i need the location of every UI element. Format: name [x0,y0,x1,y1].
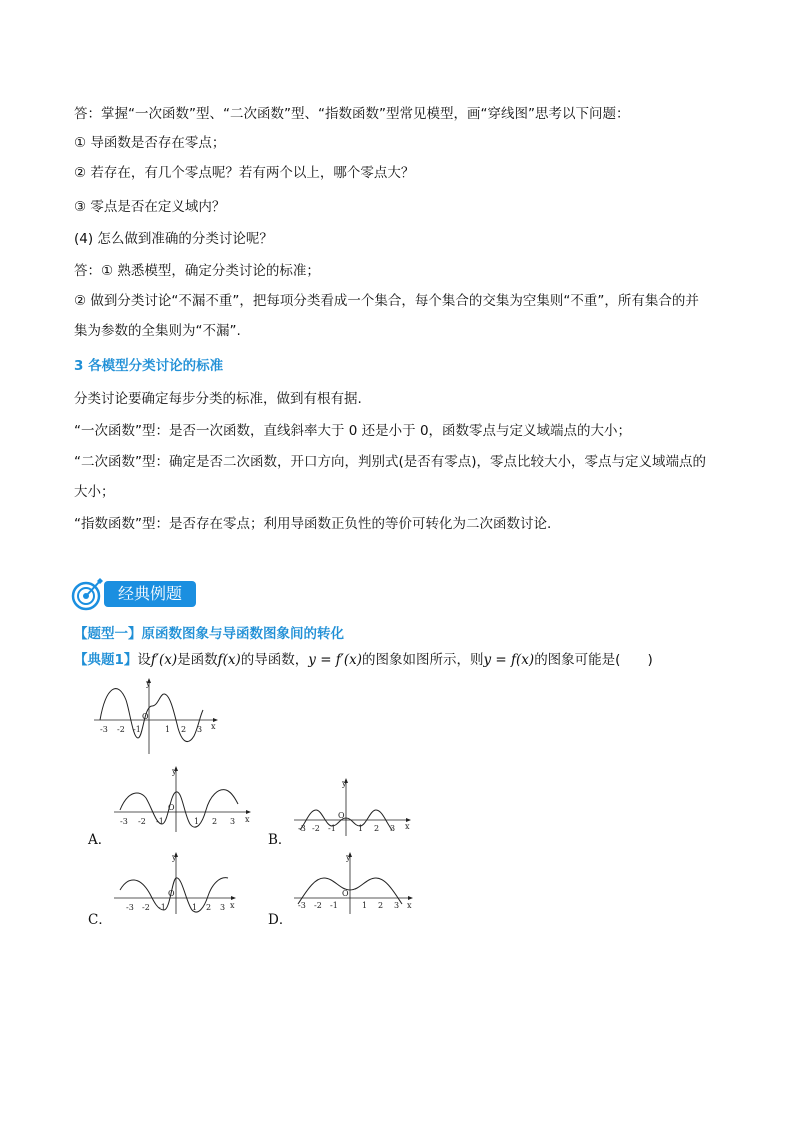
option-c-graph[interactable] [110,850,240,916]
option-a-graph[interactable] [110,764,255,834]
tick-label: 2 [378,901,384,910]
section-3-title: 3 各模型分类讨论的标准 [74,358,224,374]
tick-label: -1 [158,903,166,912]
axis-x-label: x [405,822,410,831]
ex-text-2: 是函数 [177,652,218,668]
axis-x-label: x [211,722,216,731]
answer-line-2: 答：① 熟悉模型，确定分类讨论的标准； [74,263,320,279]
body-line-1: 分类讨论要确定每步分类的标准，做到有根有据. [74,391,362,407]
tick-label: 1 [362,901,368,910]
axis-x-label: x [407,901,412,910]
derivative-graph [92,676,222,756]
tick-label: -3 [298,824,306,833]
body-line-4: 大小； [74,484,115,500]
question-item-2: ② 若存在，有几个零点呢？若有两个以上，哪个零点大？ [74,165,415,181]
ex-text-5: 的图象可能是( ) [534,652,653,668]
body-line-2: “一次函数”型：是否一次函数，直线斜率大于 0 还是小于 0，函数零点与定义域端点的大小； [74,423,632,439]
tick-label: 2 [374,824,380,833]
tick-label: -1 [156,817,164,826]
tick-label: -2 [314,901,322,910]
tick-label: -1 [133,725,141,734]
body-line-3: “二次函数”型：确定是否二次函数，开口方向，判别式(是否有零点)，零点比较大小，零点与定义域端点的 [74,454,707,470]
option-d-label[interactable]: D． [268,912,293,928]
ex-math-3: y = f′(x) [308,652,363,668]
axis-y-label: y [342,779,347,788]
axis-x-label: x [230,901,235,910]
tick-label: 3 [220,903,226,912]
tick-label: 1 [358,824,364,833]
target-icon [70,576,104,612]
question-item-1: ① 导函数是否存在零点； [74,135,226,151]
question-4: (4) 怎么做到准确的分类讨论呢？ [74,231,273,247]
tick-label: 3 [230,817,236,826]
tick-label: -3 [100,725,108,734]
tick-label: 2 [206,903,212,912]
tick-label: -2 [117,725,125,734]
axis-y-label: y [172,853,177,862]
ex-text-4: 的图象如图所示，则 [362,652,484,668]
tick-label: 1 [192,903,198,912]
question-item-3: ③ 零点是否在定义域内？ [74,199,226,215]
axis-y-label: y [346,853,351,862]
tick-label: -2 [138,817,146,826]
tick-label: -2 [312,824,320,833]
tick-label: 3 [390,824,396,833]
origin-label: O [342,889,349,898]
ex-math-2: f(x) [217,652,241,668]
tick-label: 1 [194,817,200,826]
banner-label: 经典例题 [104,581,196,607]
tick-label: 1 [165,725,171,734]
ex-math-1: f′(x) [150,652,178,668]
answer-line-3: ② 做到分类讨论“不漏不重”，把每项分类看成一个集合，每个集合的交集为空集则“不重”，所有集合的并 [74,293,699,309]
option-a-label[interactable]: A． [88,832,112,848]
ex-math-4: y = f(x) [483,652,535,668]
axis-y-label: y [172,767,177,776]
tick-label: -3 [120,817,128,826]
tick-label: -1 [330,901,338,910]
tick-label: -2 [142,903,150,912]
ex-text-1: 设 [137,652,151,668]
example-banner [70,576,182,612]
tick-label: -3 [298,901,306,910]
option-c-label[interactable]: C． [88,912,112,928]
tick-label: 2 [212,817,218,826]
option-d-graph[interactable] [290,850,418,916]
example-1 [74,650,653,670]
origin-label: O [168,803,175,812]
origin-label: O [338,811,345,820]
answer-line-1: 答：掌握“一次函数”型、“二次函数”型、“指数函数”型常见模型，画“穿线图”思考以下问题： [74,106,630,122]
option-b-label[interactable]: B． [268,832,292,848]
origin-label: O [168,889,175,898]
ex-text-3: 的导函数， [240,652,309,668]
example-tag: 【典题1】 [74,652,138,668]
tick-label: 3 [394,901,400,910]
axis-x-label: x [245,815,250,824]
tick-label: 2 [181,725,187,734]
type-title: 【题型一】原函数图象与导函数图象间的转化 [74,626,344,642]
origin-label: O [142,712,149,721]
tick-label: -3 [126,903,134,912]
answer-line-4: 集为参数的全集则为“不漏”. [74,323,241,339]
tick-label: -1 [328,824,336,833]
axis-y-label: y [146,679,151,688]
option-b-graph[interactable] [290,776,415,838]
body-line-5: “指数函数”型：是否存在零点；利用导函数正负性的等价可转化为二次函数讨论. [74,516,552,532]
tick-label: 3 [197,725,203,734]
